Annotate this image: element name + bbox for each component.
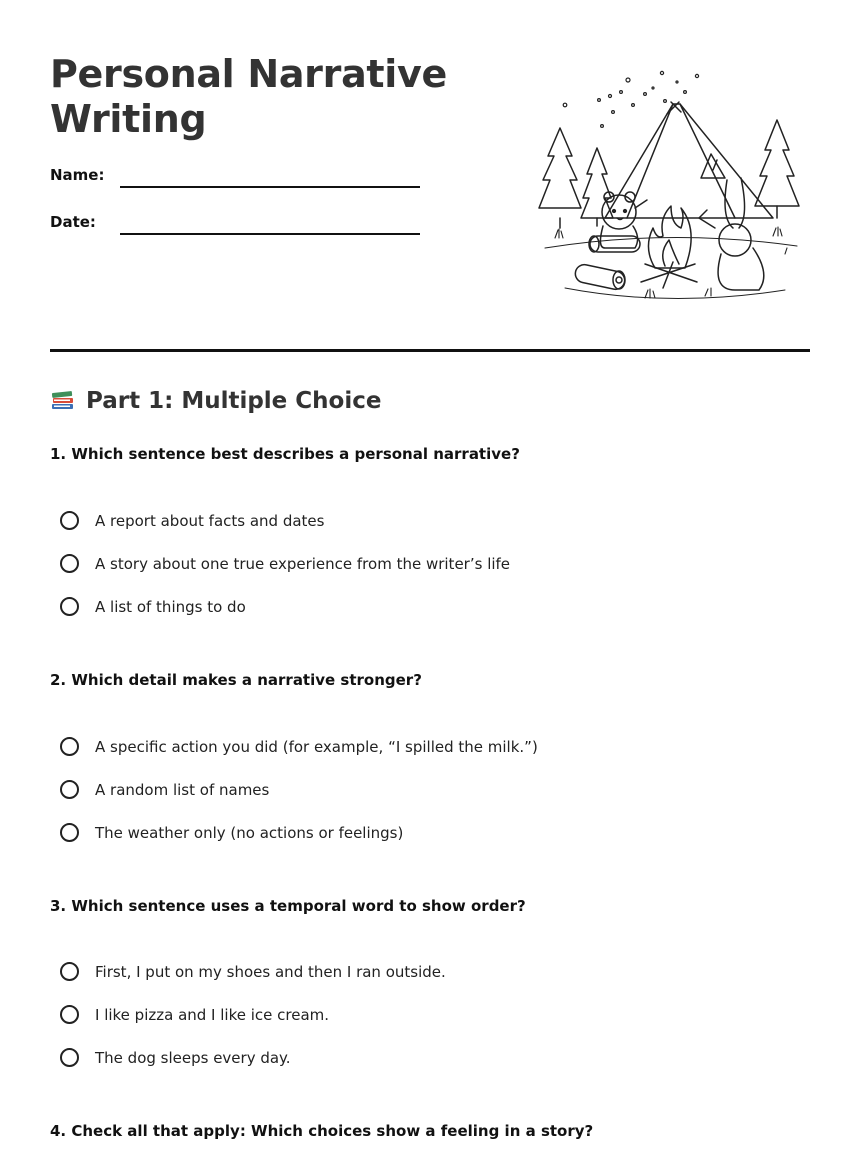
option-label: A story about one true experience from the writer’s life [95, 554, 511, 573]
name-field[interactable] [120, 186, 420, 188]
radio-button[interactable] [60, 597, 79, 616]
tree-left-small-icon [581, 148, 613, 226]
question-2: 2. Which detail makes a narrative stronger? [50, 671, 422, 689]
question-3-option-a[interactable] [60, 962, 446, 981]
question-1: 1. Which sentence best describes a personal narrative? [50, 445, 520, 463]
question-2-option-c[interactable] [60, 823, 403, 842]
section-title-text: Part 1: Multiple Choice [86, 388, 382, 414]
option-label: A report about facts and dates [95, 511, 325, 530]
option-label: A list of things to do [95, 597, 246, 616]
option-label: A specific action you did (for example, “I spilled the milk.”) [95, 737, 538, 756]
section-title-part-1 [50, 388, 381, 414]
tree-left-icon [539, 128, 581, 228]
radio-button[interactable] [60, 962, 79, 981]
option-label: First, I put on my shoes and then I ran outside. [95, 962, 446, 981]
stars-icon [563, 71, 698, 127]
radio-button[interactable] [60, 823, 79, 842]
radio-button[interactable] [60, 737, 79, 756]
worksheet-title [50, 52, 470, 142]
question-3-option-c[interactable] [60, 1048, 291, 1067]
question-1-option-c[interactable] [60, 597, 246, 616]
title-line-2: Writing [50, 97, 207, 141]
tent-icon [605, 102, 773, 218]
radio-button[interactable] [60, 780, 79, 799]
radio-button[interactable] [60, 511, 79, 530]
question-1-option-a[interactable] [60, 511, 324, 530]
option-label: A random list of names [95, 780, 270, 799]
question-3: 3. Which sentence uses a temporal word to show order? [50, 897, 526, 915]
books-icon [50, 388, 76, 414]
date-field[interactable] [120, 233, 420, 235]
radio-button[interactable] [60, 1005, 79, 1024]
option-label: The dog sleeps every day. [95, 1048, 291, 1067]
question-2-option-a[interactable] [60, 737, 538, 756]
question-3-option-b[interactable] [60, 1005, 329, 1024]
radio-button[interactable] [60, 554, 79, 573]
camping-scene-illustration [535, 68, 805, 308]
title-line-1: Personal Narrative [50, 52, 447, 96]
option-label: I like pizza and I like ice cream. [95, 1005, 330, 1024]
option-label: The weather only (no actions or feelings) [95, 823, 404, 842]
logs-icon [574, 263, 627, 291]
radio-button[interactable] [60, 1048, 79, 1067]
name-label: Name: [50, 166, 105, 184]
question-4: 4. Check all that apply: Which choices show a feeling in a story? [50, 1122, 594, 1140]
question-1-option-b[interactable] [60, 554, 510, 573]
question-2-option-b[interactable] [60, 780, 269, 799]
date-label: Date: [50, 213, 96, 231]
header-divider [50, 349, 810, 352]
